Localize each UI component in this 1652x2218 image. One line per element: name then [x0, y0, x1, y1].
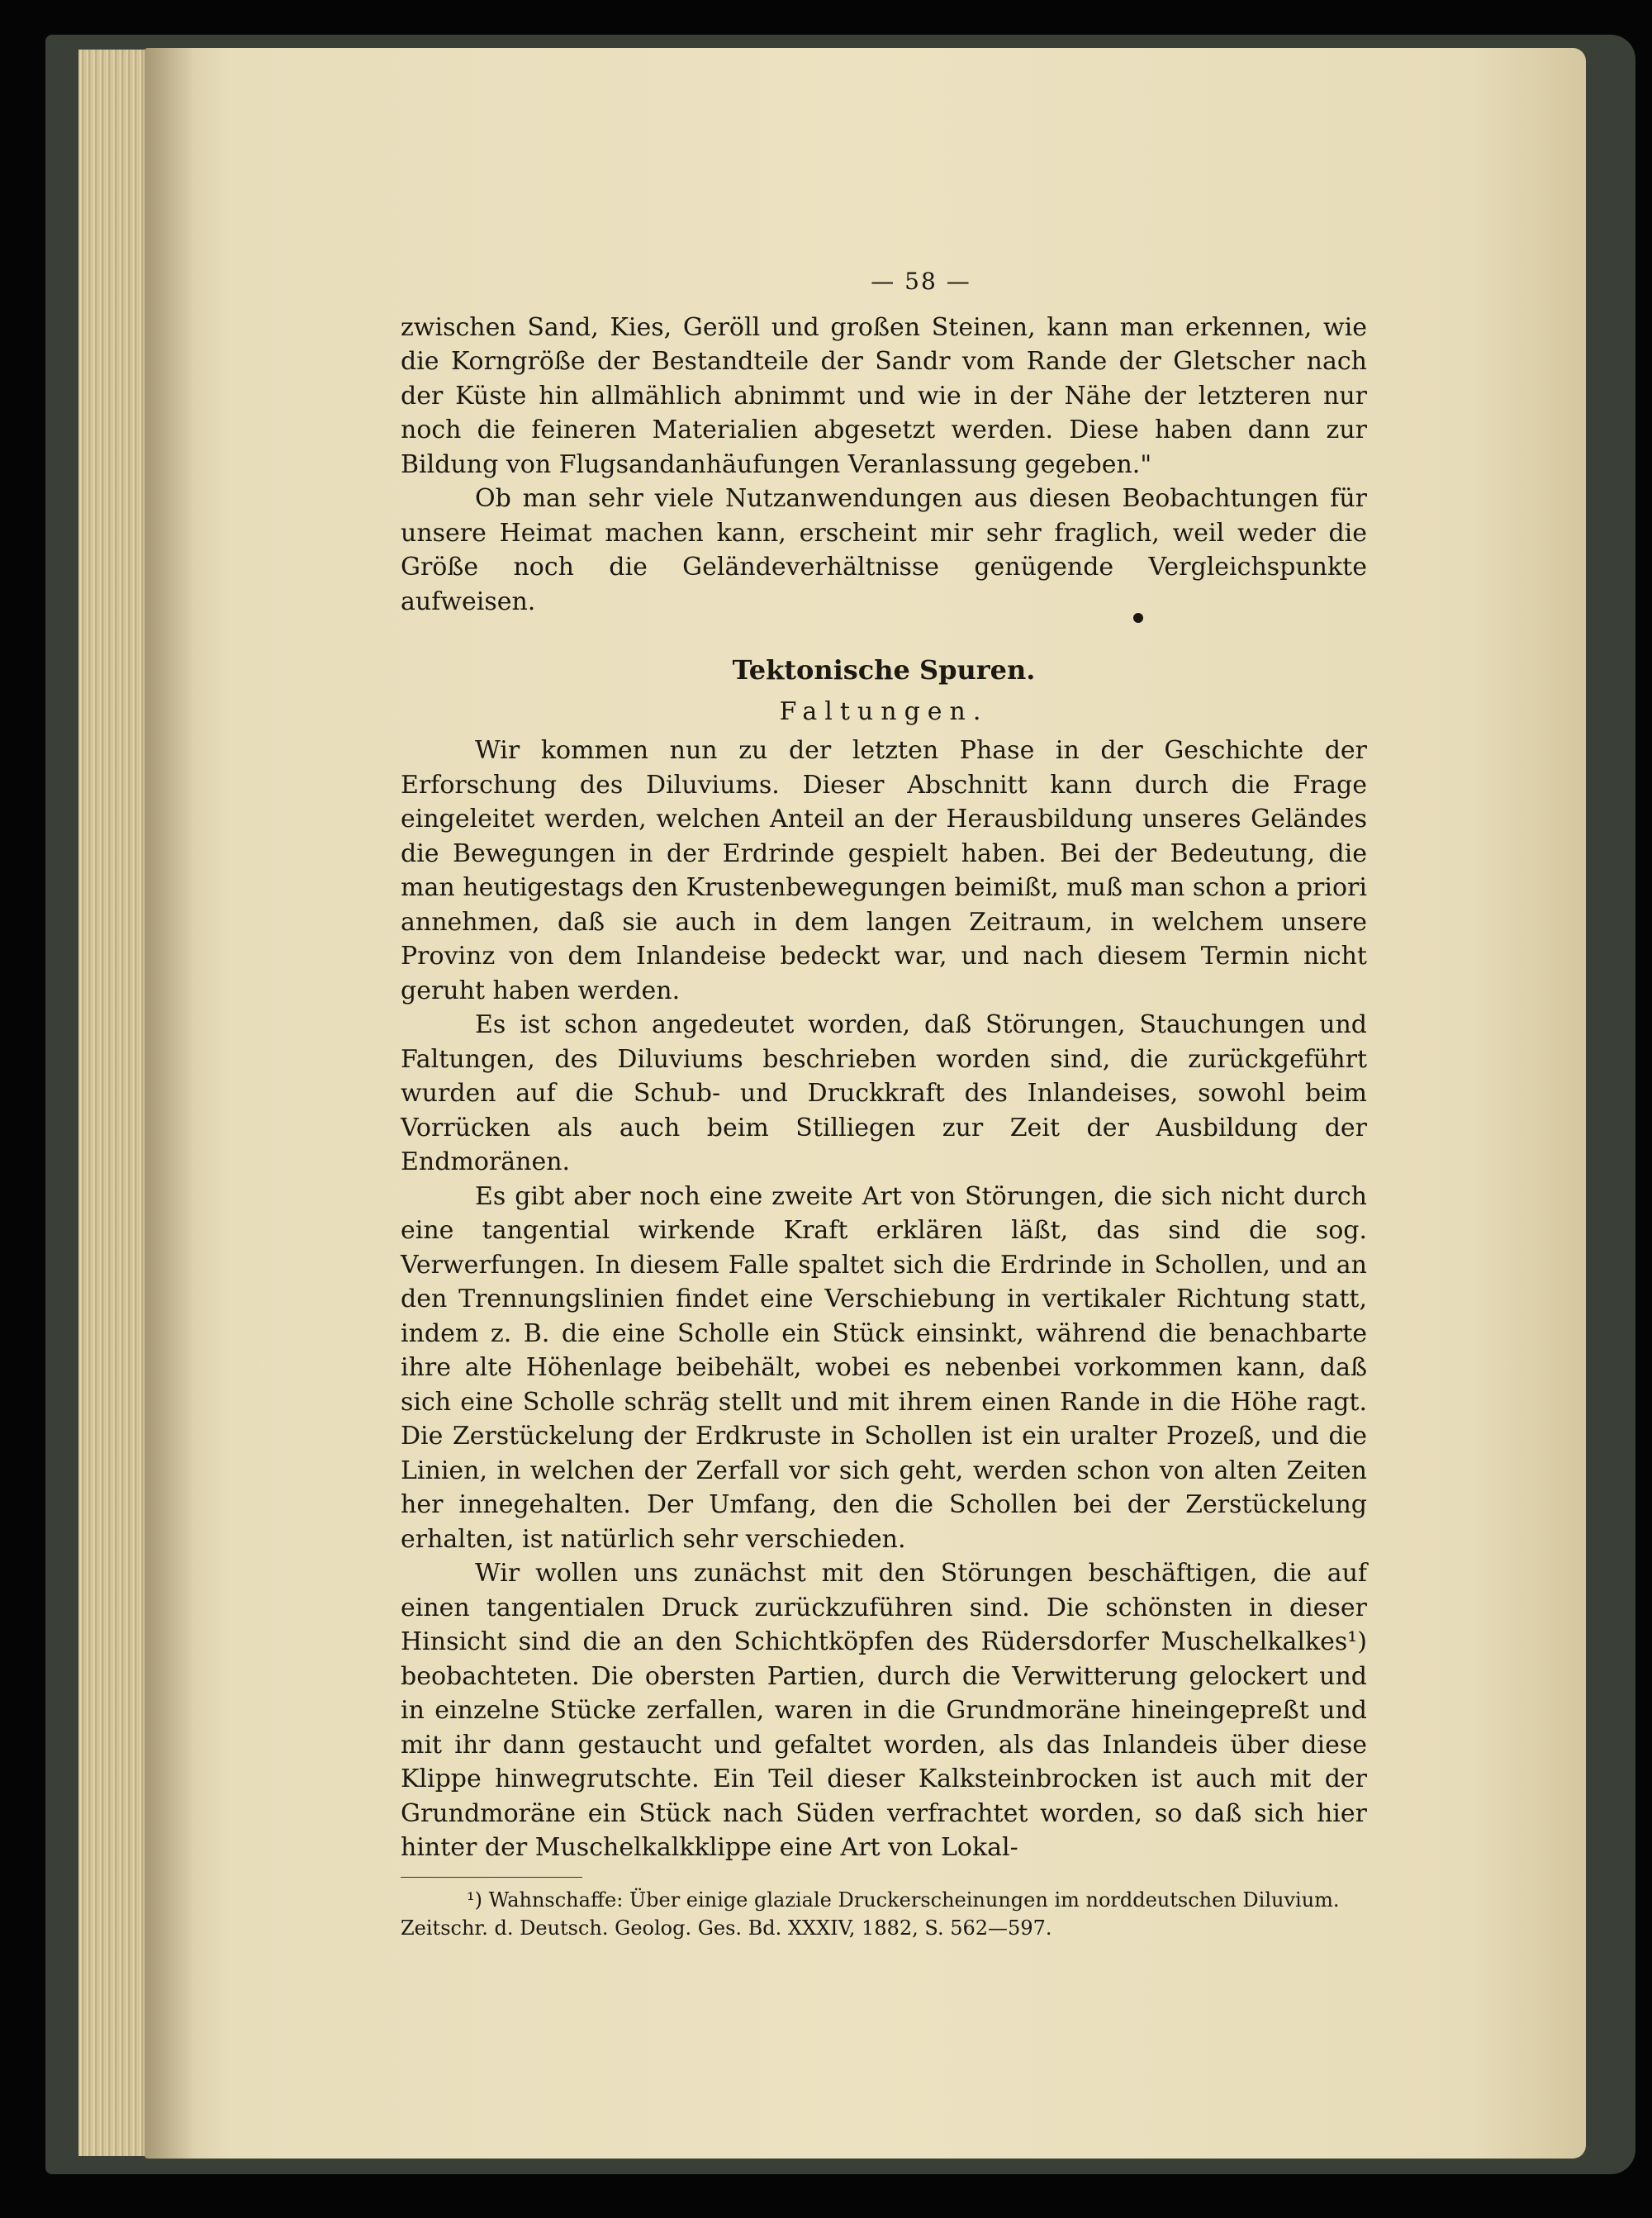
paragraph: Es ist schon angedeutet worden, daß Störungen, Stauchungen und Faltungen, des Diluviums beschrieben worden sind, die zurückgeführt wurden auf die Schub- und Druckkraft des Inlandeises, sowohl beim Vorrücken als auch beim Stilliegen zur Zeit der Ausbildung der Endmoränen.: [401, 1010, 1367, 1176]
footnote-rule: [401, 1877, 582, 1878]
footnote-line: Zeitschr. d. Deutsch. Geolog. Ges. Bd. XXXIV, 1882, S. 562—597.: [401, 1916, 1052, 1940]
paragraph: Wir wollen uns zunächst mit den Störungen beschäftigen, die auf einen tangentialen Druck zurückzuführen sind. Die schönsten in dieser Hinsicht sind die an den Schichtköpfen des Rüdersdorfer Muschelkalkes¹) beobachteten. Die obersten Partien, durch die Verwitterung gelockert und in einzelne Stücke zerfallen, waren in die Grundmoräne hineingepreßt und mit ihr dann gestaucht und gefaltet worden, als das Inlandeis über diese Klippe hinwegrutschte. Ein Teil dieser Kalksteinbrocken ist auch mit der Grundmoräne ein Stück nach Süden verfrachtet worden, so daß sich hier hinter der Muschelkalkklippe eine Art von Lokal-: [401, 1559, 1367, 1862]
footnote-line: ¹) Wahnschaffe: Über einige glaziale Druckerscheinungen im norddeutschen Diluvium.: [467, 1888, 1340, 1912]
subsection-title: Faltungen.: [779, 696, 989, 726]
section-title: Tektonische Spuren.: [732, 654, 1036, 686]
footnote: [401, 1886, 1367, 1942]
gutter-shadow: [145, 48, 194, 2159]
page-number: — 58 —: [871, 268, 971, 295]
paragraph: Wir kommen nun zu der letzten Phase in der Geschichte der Erforschung des Diluviums. Dieser Abschnitt kann durch die Frage eingeleitet werden, welchen Anteil an der Herausbildung unseres Geländes die Bewegungen in der Erdrinde gespielt haben. Bei der Bedeutung, die man heutigestags den Krustenbewegungen beimißt, muß man schon a priori annehmen, daß sie auch in dem langen Zeitraum, in welchem unsere Provinz von dem Inlandeise bedeckt war, und nach diesem Termin nicht geruht haben werden.: [401, 736, 1367, 1005]
paragraph: Ob man sehr viele Nutzanwendungen aus diesen Beobachtungen für unsere Heimat machen kann, erscheint mir sehr fraglich, weil weder die Größe noch die Geländeverhältnisse genügende Vergleichspunkte aufweisen.: [401, 484, 1367, 616]
paragraph: zwischen Sand, Kies, Geröll und großen Steinen, kann man erkennen, wie die Korngröße der Bestandteile der Sandr vom Rande der Gletscher nach der Küste hin allmählich abnimmt und wie in der Nähe der letzteren nur noch die feineren Materialien abgesetzt werden. Diese haben dann zur Bildung von Flugsandanhäufungen Veranlassung gegeben.": [401, 312, 1367, 479]
page-text: [401, 264, 1367, 1942]
paragraph: Es gibt aber noch eine zweite Art von Störungen, die sich nicht durch eine tangential wirkende Kraft erklären läßt, das sind die sog. Verwerfungen. In diesem Falle spaltet sich die Erdrinde in Schollen, und an den Trennungslinien findet eine Verschiebung in vertikaler Richtung statt, indem z. B. die eine Scholle ein Stück einsinkt, während die benachbarte ihre alte Höhenlage beibehält, wobei es nebenbei vorkommen kann, daß sich eine Scholle schräg stellt und mit ihrem einen Rande in die Höhe ragt. Die Zerstückelung der Erdkruste in Schollen ist ein uralter Prozeß, und die Linien, in welchen der Zerfall vor sich geht, werden schon von alten Zeiten her innegehalten. Der Umfang, den die Schollen bei der Zerstückelung erhalten, ist natürlich sehr verschieden.: [401, 1181, 1367, 1554]
